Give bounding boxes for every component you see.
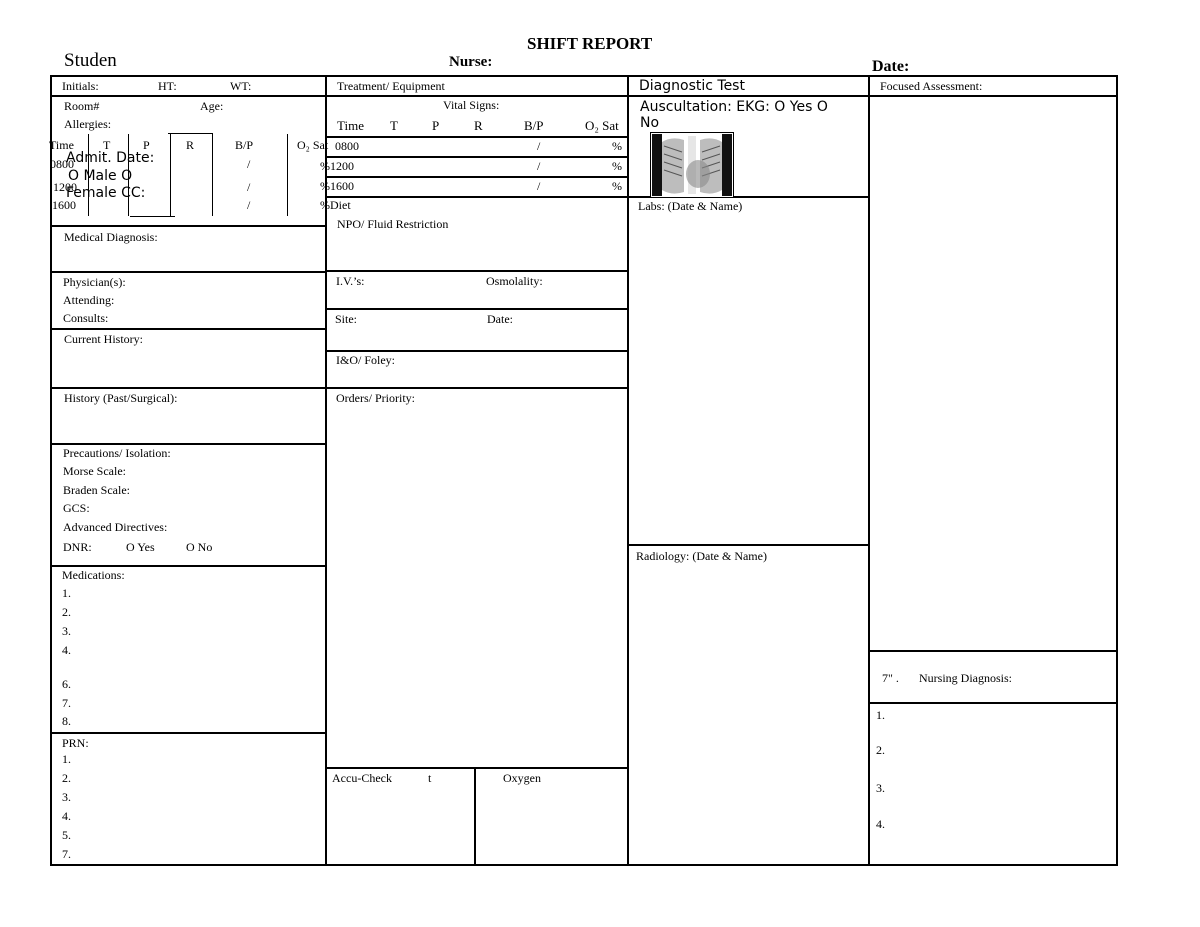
physicians-label: Physician(s): <box>63 275 126 289</box>
osmolality-label: Osmolality: <box>486 274 543 288</box>
ivs-label: I.V.’s: <box>336 274 365 288</box>
vitals-p-header: P <box>143 138 150 152</box>
dnr-label: DNR: <box>63 540 92 554</box>
nursing-diagnosis-item: 3. <box>876 781 885 795</box>
vitals-o2-header: O₂ Sat <box>297 138 329 152</box>
medication-item: 2. <box>62 605 71 619</box>
medications-label: Medications: <box>62 568 125 582</box>
nurse-label: Nurse: <box>449 54 493 70</box>
medication-item: 8. <box>62 714 71 728</box>
vs-row-pct: % <box>612 159 622 173</box>
attending-label: Attending: <box>63 293 115 307</box>
vitals-r-header: R <box>186 138 195 152</box>
history-past-label: History (Past/Surgical): <box>64 391 178 405</box>
admit-date-label: Admit. Date: <box>66 150 155 166</box>
vs-p-header: P <box>432 118 440 133</box>
age-label: Age: <box>200 99 224 113</box>
student-label: Studen <box>64 50 117 71</box>
nursing-diagnosis-item: 4. <box>876 817 885 831</box>
vs-row-pct: % <box>320 198 330 212</box>
medication-item: 7. <box>62 696 71 710</box>
vitals-row-slash: / <box>247 198 251 212</box>
braden-scale-label: Braden Scale: <box>63 483 130 497</box>
vs-row-pct: % <box>612 179 622 193</box>
iv-date-label: Date: <box>487 312 513 326</box>
vs-t-header: T <box>390 118 398 133</box>
medication-item: 1. <box>62 586 71 600</box>
date-label: Date: <box>872 58 910 75</box>
prn-item: 7. <box>62 847 71 861</box>
morse-scale-label: Morse Scale: <box>63 464 126 478</box>
treatment-equipment-header: Treatment/ Equipment <box>337 79 445 93</box>
dnr-no-option[interactable]: O No <box>186 540 213 554</box>
vs-time-header: Time <box>337 118 364 133</box>
vs-row-slash: / <box>537 159 541 173</box>
precautions-label: Precautions/ Isolation: <box>63 446 171 460</box>
vs-row-slash: / <box>537 139 541 153</box>
nursing-diagnosis-mark: 7" . <box>882 671 899 685</box>
labs-label: Labs: (Date & Name) <box>638 199 743 213</box>
vs-row-time: 1200 <box>330 159 354 173</box>
vs-row-pct: % <box>320 159 330 173</box>
medication-item: 4. <box>62 643 71 657</box>
prn-item: 3. <box>62 790 71 804</box>
nursing-diagnosis-item: 1. <box>876 708 885 722</box>
height-label: HT: <box>158 79 177 93</box>
npo-fluid-label: NPO/ Fluid Restriction <box>337 217 449 231</box>
nursing-diagnosis-label: Nursing Diagnosis: <box>919 671 1012 685</box>
current-history-label: Current History: <box>64 332 143 346</box>
vs-row-pct: % <box>320 179 330 193</box>
nursing-diagnosis-item: 2. <box>876 743 885 757</box>
ekg-no-option: No <box>640 115 660 131</box>
weight-label: WT: <box>230 79 252 93</box>
prn-label: PRN: <box>62 736 89 750</box>
vs-row-slash: / <box>537 179 541 193</box>
accu-check-t: t <box>428 771 432 785</box>
vitals-time-header: Time <box>49 138 74 152</box>
female-cc-label: Female CC: <box>66 185 146 201</box>
vitals-row-slash: / <box>247 180 251 194</box>
prn-item: 4. <box>62 809 71 823</box>
io-foley-label: I&O/ Foley: <box>336 353 395 367</box>
vitals-t-header: T <box>103 138 111 152</box>
oxygen-label: Oxygen <box>503 771 541 785</box>
site-label: Site: <box>335 312 358 326</box>
advanced-directives-label: Advanced Directives: <box>63 520 168 534</box>
allergies-label: Allergies: <box>64 117 112 131</box>
vs-o2-header: O₂ Sat <box>585 118 619 133</box>
focused-assessment-header: Focused Assessment: <box>880 79 983 93</box>
vital-signs-label: Vital Signs: <box>443 98 500 112</box>
medication-item: 3. <box>62 624 71 638</box>
vs-row-time: 1600 <box>330 179 354 193</box>
initials-label: Initials: <box>62 79 99 93</box>
sex-options: O Male O <box>68 168 133 184</box>
vitals-row-time: 1600 <box>52 198 76 212</box>
accu-check-label: Accu-Check <box>332 771 392 785</box>
medication-item: 6. <box>62 677 71 691</box>
dnr-yes-option[interactable]: O Yes <box>126 540 155 554</box>
medical-diagnosis-label: Medical Diagnosis: <box>64 230 158 244</box>
vs-r-header: R <box>474 118 483 133</box>
vs-row-time: 0800 <box>335 139 359 153</box>
diet-label: Diet <box>330 198 351 212</box>
vs-row-pct: % <box>612 139 622 153</box>
vitals-row-time: 0800 <box>50 157 74 171</box>
gcs-label: GCS: <box>63 501 90 515</box>
diagnostic-test-header: Diagnostic Test <box>639 78 745 94</box>
vs-bp-header: B/P <box>524 118 544 133</box>
vitals-row-time: 1200 <box>53 180 77 194</box>
prn-item: 5. <box>62 828 71 842</box>
form-title: SHIFT REPORT <box>527 34 653 53</box>
radiology-label: Radiology: (Date & Name) <box>636 549 767 563</box>
room-label: Room# <box>64 99 100 113</box>
consults-label: Consults: <box>63 311 109 325</box>
vitals-row-slash: / <box>247 157 251 171</box>
chest-xray-image <box>650 132 734 198</box>
auscultation-ekg-label: Auscultation: EKG: O Yes O <box>640 99 828 115</box>
prn-item: 1. <box>62 752 71 766</box>
prn-item: 2. <box>62 771 71 785</box>
vitals-bp-header: B/P <box>235 138 254 152</box>
orders-priority-label: Orders/ Priority: <box>336 391 415 405</box>
